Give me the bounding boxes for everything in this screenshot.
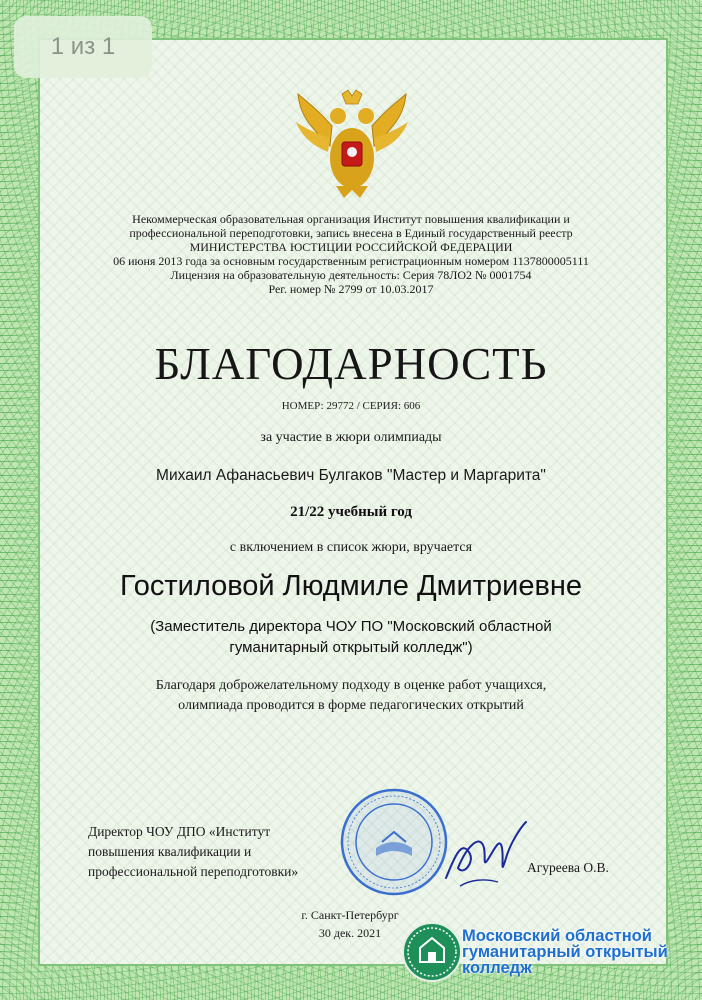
recipient-position	[60, 616, 642, 658]
college-logo-icon	[402, 922, 462, 982]
college-line: гуманитарный открытый	[462, 943, 668, 961]
thanks-line: Благодаря доброжелательному подходу в оценке работ учащихся,	[155, 678, 547, 693]
org-line: МИНИСТЕРСТВА ЮСТИЦИИ РОССИЙСКОЙ ФЕДЕРАЦИИ	[189, 240, 513, 254]
city: г. Санкт-Петербург	[301, 908, 399, 922]
organization-info	[70, 212, 632, 296]
signature	[440, 808, 530, 898]
org-line: Некоммерческая образовательная организация Институт повышения квалификации и	[132, 212, 570, 226]
thanks-line: олимпиада проводится в форме педагогических открытий	[178, 698, 524, 713]
position-line: (Заместитель директора ЧОУ ПО "Московский областной	[150, 618, 552, 635]
olympiad-name: Михаил Афанасьевич Булгаков "Мастер и Маргарита"	[156, 467, 546, 484]
awarded-text: с включением в список жюри, вручается	[229, 540, 473, 555]
org-line: Лицензия на образовательную деятельность: Серия 78ЛО2 № 0001754	[170, 268, 532, 282]
org-line: профессиональной переподготовки, запись внесена в Единый государственный реестр	[129, 226, 573, 240]
position-line: гуманитарный открытый колледж")	[229, 639, 473, 656]
college-line: Московский областной	[462, 927, 652, 945]
director-line: Директор ЧОУ ДПО «Институт	[88, 824, 271, 839]
participation-text: за участие в жюри олимпиады	[260, 430, 442, 445]
director-title	[88, 822, 358, 882]
certificate-title: БЛАГОДАРНОСТЬ	[154, 339, 548, 389]
director-line: повышения квалификации и	[88, 844, 252, 859]
issue-date: 30 дек. 2021	[318, 926, 382, 940]
coat-of-arms-emblem	[292, 86, 412, 202]
org-line: Рег. номер № 2799 от 10.03.2017	[268, 282, 434, 296]
academic-year: 21/22 учебный год	[290, 504, 412, 520]
signer-name: Агуреева О.В.	[527, 860, 609, 875]
director-line: профессиональной переподготовки»	[88, 864, 299, 879]
number-series: НОМЕР: 29772 / СЕРИЯ: 606	[281, 400, 421, 412]
college-watermark	[462, 928, 668, 976]
recipient-name: Гостиловой Людмиле Дмитриевне	[119, 570, 583, 602]
page-counter: 1 из 1	[14, 16, 152, 78]
thanks-text	[60, 676, 642, 716]
college-line: колледж	[462, 959, 532, 977]
org-line: 06 июня 2013 года за основным государственным регистрационным номером 1137800005111	[113, 254, 589, 268]
